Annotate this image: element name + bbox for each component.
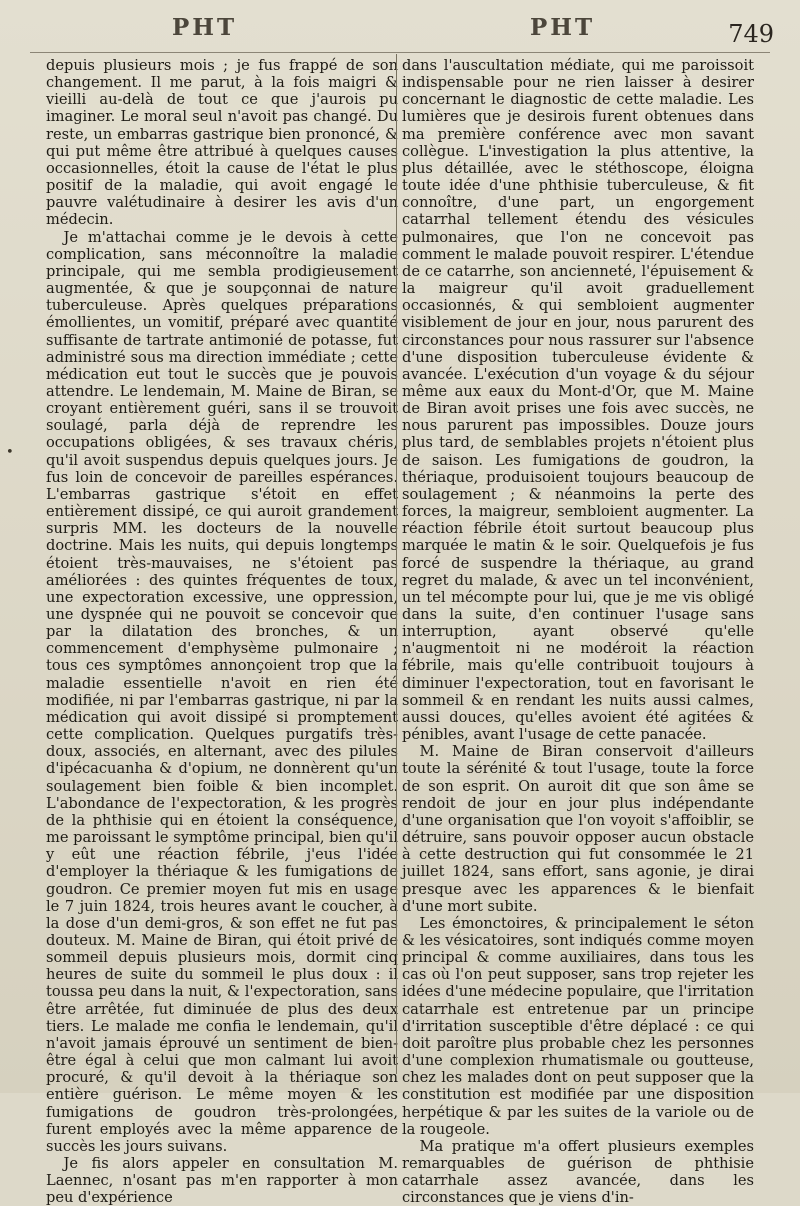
- paragraph: M. Maine de Biran conservoit d'ailleurs toute la sérénité & tout l'usage, toute la force de son esprit. On auroit dit que son âme se rendoit de jour en jour plus indépendante d'une organisation que l'on voyoit s'affoiblir, se détruire, sans pouvoir opposer aucun obstacle à cette destruction qui fut consommée le 21 juillet 1824, sans effort, sans agonie, je dirai presque avec les apparences & le bienfait d'une mort subite.: [402, 743, 754, 915]
- paragraph: Ma pratique m'a offert plusieurs exemples remarquables de guérison de phthisie catarrhale assez avancée, dans les circonstances que je viens d'in-: [402, 1137, 754, 1206]
- paragraph: Je fis alors appeler en consultation M. Laennec, n'osant pas m'en rapporter à mon peu d'expérience: [46, 1155, 398, 1206]
- paragraph: depuis plusieurs mois ; je fus frappé de son changement. Il me parut, à la fois maigri & vieilli au-delà de tout ce que j'aurois pu imaginer. Le moral seul n'avoit pas changé. Du reste, un embarras gastrique bien prononcé, & qui put même être attribué à quelques causes occasionnelles, étoit la cause de l'état le plus positif de la maladie, qui avoit engagé le pauvre valétudinaire à desirer les avis d'un médecin.: [46, 57, 398, 229]
- margin-mark: •: [6, 445, 14, 460]
- paragraph: Je m'attachai comme je le devois à cette complication, sans méconnoître la maladie principale, qui me sembla prodigieusement augmentée, & que je soupçonnai de nature tuberculeuse. Après quelques préparations émollientes, un vomitif, préparé avec quantité suffisante de tartrate antimonié de potasse, fut administré sous ma direction immédiate ; cette médication eut tout le succès que je pouvois attendre. Le lendemain, M. Maine de Biran, se croyant entièrement guéri, sans il se trouvoit soulagé, parla déjà de reprendre les occupations obligées, & ses travaux chéris, qu'il avoit suspendus depuis quelques jours. Je fus loin de concevoir de pareilles espérances. L'embarras gastrique s'étoit en effet entièrement dissipé, ce qui auroit grandement surpris MM. les docteurs de la nouvelle doctrine. Mais les nuits, qui depuis longtemps étoient très-mauvaises, ne s'étoient pas améliorées : des quintes fréquentes de toux, une expectoration excessive, une oppression, une dyspnée qui ne pouvoit se concevoir que par la dilatation des bronches, & un commencement d'emphysème pulmonaire ; tous ces symptômes annonçoient trop que la maladie essentielle n'avoit en rien été modifiée, ni par l'embarras gastrique, ni par la médication qui avoit dissipé si promptement cette complication. Quelques purgatifs très-doux, associés, en alternant, avec des pilules d'ipécacuanha & d'opium, ne donnèrent qu'un soulagement bien foible & bien incomplet. L'abondance de l'expectoration, & les progrès de la phthisie qui en étoient la conséquence, me paroissant le symptôme principal, bien qu'il y eût une réaction fébrile, j'eus l'idée d'employer la thériaque & les fumigations de goudron. Ce premier moyen fut mis en usage le 7 juin 1824, trois heures avant le coucher, à la dose d'un demi-gros, & son effet ne fut pas douteux. M. Maine de Biran, qui étoit privé de sommeil depuis plusieurs mois, dormit cinq heures de suite du sommeil le plus doux : il toussa peu dans la nuit, & l'expectoration, sans être arrêtée, fut diminuée de plus des deux tiers. Le malade me confia le lendemain, qu'il n'avoit jamais éprouvé un sentiment de bien-être égal à celui que mon calmant lui avoit procuré, & qu'il devoit à la thériaque son entière guérison. Le même moyen & les fumigations de goudron très-prolongées, furent employés avec la même apparence de succès les jours suivans.: [46, 228, 398, 1155]
- paragraph: Les émonctoires, & principalement le séton & les vésicatoires, sont indiqués comme moyen principal & comme auxiliaires, dans tous les cas où l'on peut supposer, sans trop rejeter les idées d'une médecine populaire, que l'irritation catarrhale est entretenue par un principe d'irritation susceptible d'être déplacé : ce qui doit paroître plus probable chez les personnes d'une complexion rhumatismale ou goutteuse, chez les malades dont on peut supposer que la constitution est modifiée par une disposition herpétique & par les suites de la variole ou de la rougeole.: [402, 914, 754, 1138]
- right-column: [402, 57, 754, 1206]
- running-head-right: PHT: [530, 14, 596, 41]
- running-head-left: PHT: [172, 14, 238, 41]
- header-rule: [30, 52, 770, 53]
- left-column: [46, 57, 398, 1206]
- paragraph: dans l'auscultation médiate, qui me paroissoit indispensable pour ne rien laisser à desirer concernant le diagnostic de cette maladie. Les lumières que je desirois furent obtenues dans ma première conférence avec mon savant collègue. L'investigation la plus attentive, la plus détaillée, avec le stéthoscope, éloigna toute idée d'une phthisie tuberculeuse, & fit connoître, d'une part, un engorgement catarrhal tellement étendu des vésicules pulmonaires, que l'on ne concevoit pas comment le malade pouvoit respirer. L'étendue de ce catarrhe, son ancienneté, l'épuisement & la maigreur qu'il avoit graduellement occasionnés, & qui sembloient augmenter visiblement de jour en jour, nous parurent des circonstances pour nous rassurer sur l'absence d'une disposition tuberculeuse évidente & avancée. L'exécution d'un voyage & du séjour même aux eaux du Mont-d'Or, que M. Maine de Biran avoit prises une fois avec succès, ne nous parurent pas impossibles. Douze jours plus tard, de semblables projets n'étoient plus de saison. Les fumigations de goudron, la thériaque, produisoient toujours beaucoup de soulagement ; & néanmoins la perte des forces, la maigreur, sembloient augmenter. La réaction fébrile étoit surtout beaucoup plus marquée le matin & le soir. Quelquefois je fus forcé de suspendre la thériaque, au grand regret du malade, & avec un tel inconvénient, un tel mécompte pour lui, que je me vis obligé dans la suite, d'en continuer l'usage sans interruption, ayant observé qu'elle n'augmentoit ni ne modéroit la réaction fébrile, mais qu'elle contribuoit toujours à diminuer l'expectoration, tout en favorisant le sommeil & en rendant les nuits aussi calmes, aussi douces, qu'elles avoient été agitées & pénibles, avant l'usage de cette panacée.: [402, 57, 754, 744]
- column-divider: [396, 54, 397, 1074]
- page-number: 749: [728, 20, 774, 48]
